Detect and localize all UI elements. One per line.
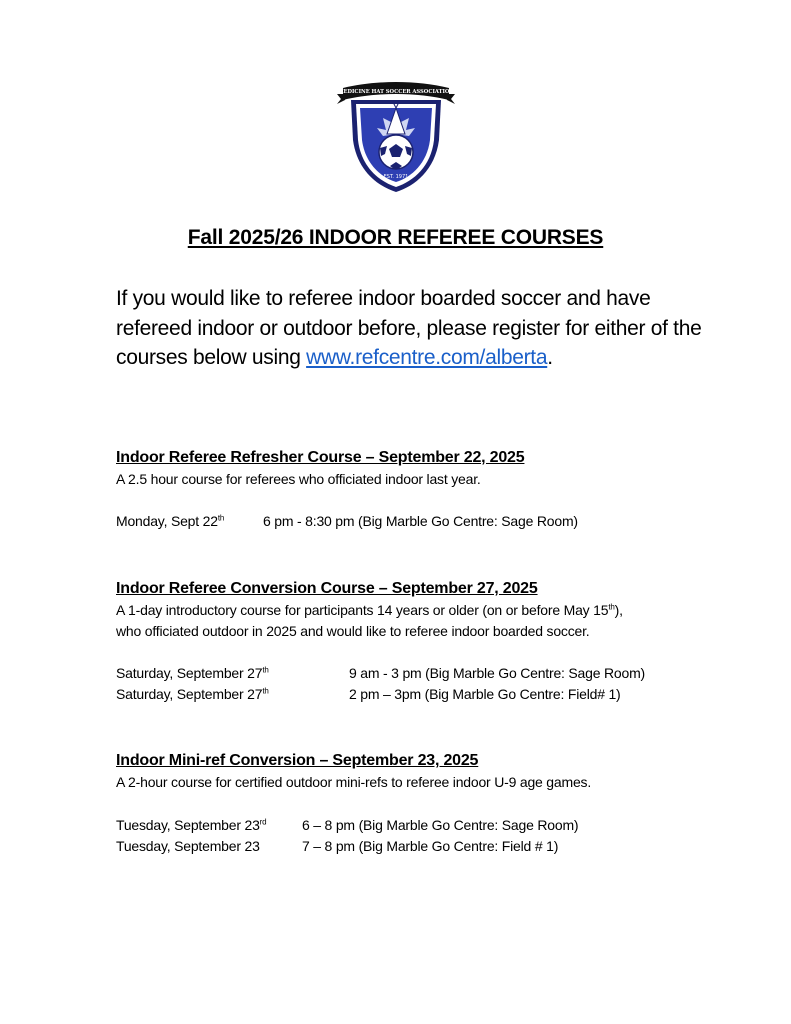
course-miniref-section <box>116 751 736 793</box>
course-description-line2: who officiated outdoor in 2025 and would like to referee indoor boarded soccer. <box>116 623 590 639</box>
intro-text: If you would like to referee indoor boarded soccer and have refereed indoor or outdoor before, please register for either of the courses below using <box>116 287 702 369</box>
session-day: Tuesday, September 23rd <box>116 817 267 833</box>
session-row <box>116 836 559 857</box>
course-description: A 2-hour course for certified outdoor mini-refs to referee indoor U-9 age games. <box>116 774 592 790</box>
crest-banner-text: MEDICINE HAT SOCCER ASSOCIATION <box>337 89 455 95</box>
refcentre-link[interactable]: www.refcentre.com/alberta <box>306 346 548 369</box>
session-row <box>116 815 579 836</box>
session-details: 6 pm - 8:30 pm (Big Marble Go Centre: Sage Room) <box>263 513 578 529</box>
session-details: 2 pm – 3pm (Big Marble Go Centre: Field# 1) <box>349 686 621 702</box>
course-heading: Indoor Mini-ref Conversion – September 23, 2025 <box>116 752 479 769</box>
session-row <box>116 663 646 684</box>
course-heading: Indoor Referee Conversion Course – September 27, 2025 <box>116 580 538 597</box>
page-title: Fall 2025/26 INDOOR REFEREE COURSES <box>187 226 604 249</box>
session-details: 9 am - 3 pm (Big Marble Go Centre: Sage Room) <box>349 665 646 681</box>
intro-paragraph <box>116 284 716 373</box>
session-day: Tuesday, September 23 <box>116 838 260 854</box>
session-day: Saturday, September 27th <box>116 665 269 681</box>
crest-est-text: EST. 1971 <box>383 174 409 180</box>
session-row <box>116 511 578 532</box>
course-conversion-section <box>116 579 736 642</box>
intro-after-link: . <box>547 346 553 369</box>
session-day: Saturday, September 27th <box>116 686 269 702</box>
course-refresher-section <box>116 448 736 490</box>
course-description: A 1-day introductory course for participants 14 years or older (on or before May 15th), <box>116 602 623 618</box>
course-description: A 2.5 hour course for referees who officiated indoor last year. <box>116 471 481 487</box>
course-heading: Indoor Referee Refresher Course – September 22, 2025 <box>116 449 525 466</box>
session-day: Monday, Sept 22th <box>116 513 225 529</box>
association-crest-logo <box>335 78 457 194</box>
session-details: 7 – 8 pm (Big Marble Go Centre: Field # 1) <box>302 838 559 854</box>
session-row <box>116 684 621 705</box>
session-details: 6 – 8 pm (Big Marble Go Centre: Sage Room) <box>302 817 579 833</box>
